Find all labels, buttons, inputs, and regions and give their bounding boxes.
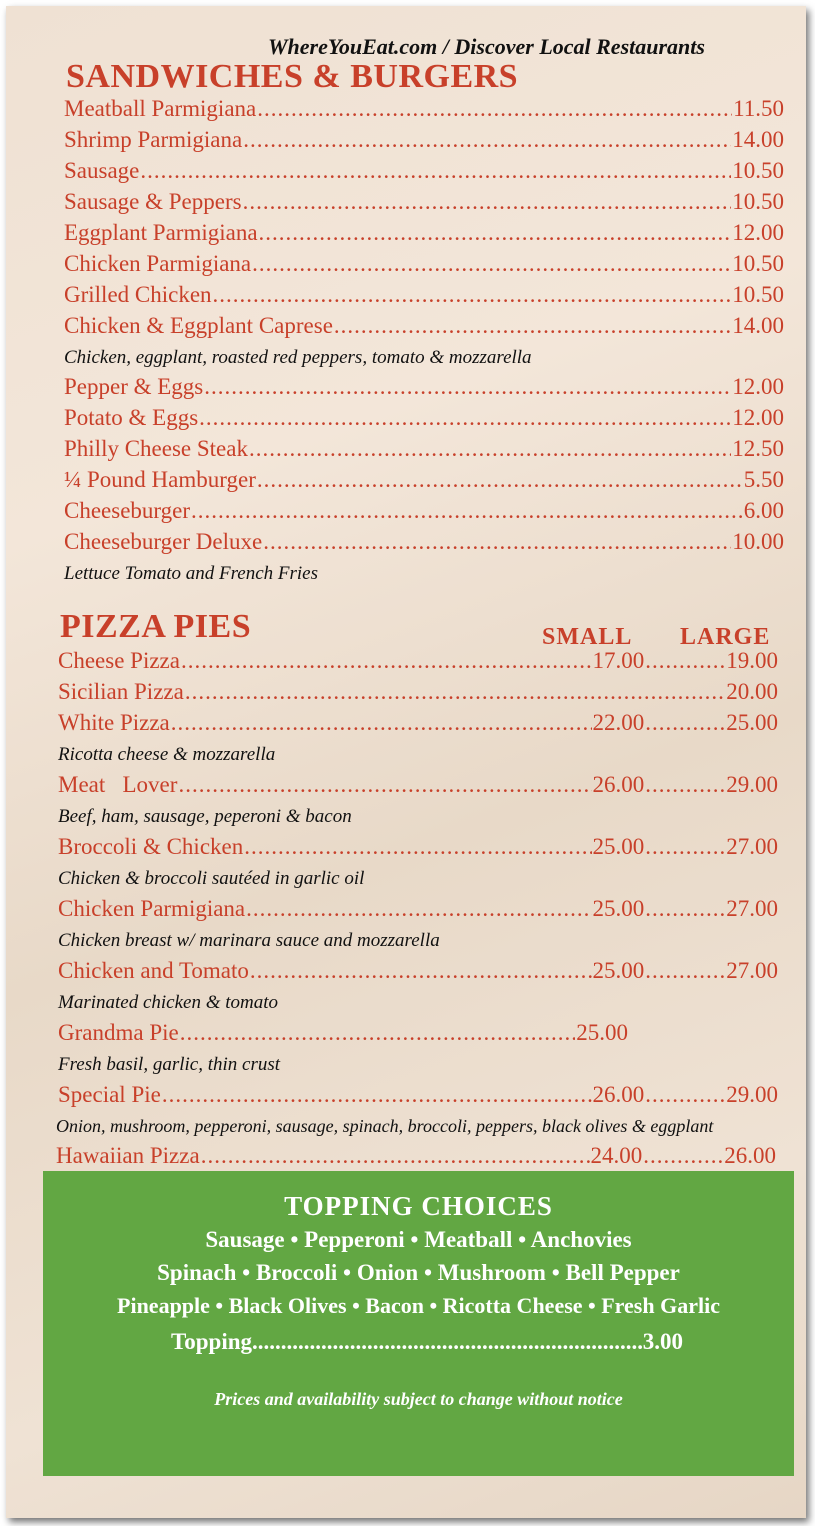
menu-item [64, 405, 784, 433]
small-price: 25.00 [592, 834, 645, 859]
item-price: 12.50 [732, 436, 784, 461]
item-name: Cheeseburger Deluxe [64, 529, 263, 554]
small-price: 17.00 [592, 648, 645, 673]
price-notice: Prices and availability subject to change without notice [214, 1389, 623, 1409]
menu-item [64, 127, 784, 155]
pizza-item [58, 834, 778, 862]
menu-item [64, 313, 784, 341]
item-name: Cheese Pizza [58, 648, 180, 673]
large-price: 29.00 [726, 1082, 778, 1107]
small-column-header: SMALL [542, 624, 633, 650]
pizza-title: PIZZA PIES [60, 608, 252, 645]
item-name: Potato & Eggs [64, 405, 199, 430]
item-name: White Pizza [58, 710, 170, 735]
menu-item [64, 189, 784, 217]
item-description: Onion, mushroom, pepperoni, sausage, spinach, broccoli, peppers, black olives & eggplant [56, 1116, 714, 1136]
small-price: 25.00 [576, 1020, 628, 1045]
small-price: 26.00 [592, 1082, 645, 1107]
toppings-line: Pineapple • Black Olives • Bacon • Ricotta Cheese • Fresh Garlic [117, 1293, 720, 1318]
item-name: Philly Cheese Steak [64, 436, 248, 461]
large-price: 20.00 [726, 679, 778, 704]
large-price: 25.00 [726, 710, 778, 735]
item-description: Ricotta cheese & mozzarella [58, 744, 276, 765]
small-price: 22.00 [592, 710, 645, 735]
small-price: 25.00 [592, 896, 645, 921]
item-description: Fresh basil, garlic, thin crust [58, 1054, 281, 1075]
pizza-item [58, 958, 778, 986]
large-column-header: LARGE [680, 624, 771, 650]
item-price: 10.00 [732, 529, 784, 554]
menu-item [64, 529, 784, 557]
item-price: 12.00 [732, 374, 784, 399]
item-name: Chicken and Tomato [58, 958, 249, 983]
pizza-item [58, 1082, 778, 1110]
item-price: 14.00 [732, 313, 784, 338]
item-name: Meat Lover [58, 772, 178, 797]
item-name: Broccoli & Chicken [58, 834, 244, 859]
item-description: Lettuce Tomato and French Fries [64, 563, 319, 584]
menu-item [64, 251, 784, 279]
topping-label: Topping [171, 1329, 252, 1354]
item-price: 14.00 [732, 127, 784, 152]
item-price: 10.50 [732, 158, 784, 183]
pizza-item [58, 648, 778, 676]
large-price: 27.00 [726, 834, 778, 859]
item-price: 12.00 [732, 220, 784, 245]
menu-item [64, 436, 784, 464]
menu-item [64, 96, 784, 124]
item-price: 5.50 [743, 467, 784, 492]
pizza-item [58, 772, 778, 800]
large-price: 27.00 [726, 896, 778, 921]
item-price: 12.00 [732, 405, 784, 430]
item-name: Grilled Chicken [64, 282, 212, 307]
item-description: Chicken breast w/ marinara sauce and mozzarella [58, 930, 440, 951]
menu-item [64, 467, 784, 495]
menu-item [64, 220, 784, 248]
item-price: 11.50 [733, 96, 784, 121]
item-price: 10.50 [732, 251, 784, 276]
item-name: Special Pie [58, 1082, 161, 1107]
item-name: Chicken Parmigiana [58, 896, 246, 921]
item-description: Marinated chicken & tomato [58, 992, 279, 1013]
menu-item [64, 498, 784, 526]
item-name: Grandma Pie [58, 1020, 179, 1045]
pizza-item [58, 679, 778, 707]
item-price: 10.50 [732, 189, 784, 214]
item-name: Pepper & Eggs [64, 374, 204, 399]
pizza-item [58, 710, 778, 738]
item-description: Chicken & broccoli sautéed in garlic oil [58, 868, 365, 889]
item-name: Eggplant Parmigiana [64, 220, 258, 245]
topping-price-row [171, 1329, 683, 1355]
menu-item [64, 374, 784, 402]
pizza-item [56, 1143, 776, 1171]
toppings-title: TOPPING CHOICES [284, 1191, 553, 1221]
item-name: Hawaiian Pizza [56, 1143, 200, 1168]
item-name: Chicken Parmigiana [64, 251, 252, 276]
pizza-item [58, 1020, 628, 1048]
item-name: Chicken & Eggplant Caprese [64, 313, 333, 338]
large-price: 19.00 [726, 648, 778, 673]
item-name: Cheeseburger [64, 498, 191, 523]
large-price: 27.00 [726, 958, 778, 983]
item-description: Beef, ham, sausage, peperoni & bacon [58, 806, 352, 827]
toppings-line: Spinach • Broccoli • Onion • Mushroom • Bell Pepper [157, 1260, 680, 1285]
large-price: 26.00 [724, 1143, 776, 1168]
item-name: ¼ Pound Hamburger [64, 467, 256, 492]
toppings-line: Sausage • Pepperoni • Meatball • Anchovies [205, 1227, 632, 1252]
small-price: 25.00 [592, 958, 645, 983]
large-price: 29.00 [726, 772, 778, 797]
menu-page [6, 6, 806, 1518]
item-name: Sausage [64, 158, 140, 183]
menu-item [64, 158, 784, 186]
pizza-item [58, 896, 778, 924]
site-watermark: WhereYouEat.com / Discover Local Restaurants [268, 34, 705, 59]
small-price: 24.00 [590, 1143, 643, 1168]
menu-item [64, 282, 784, 310]
topping-price: 3.00 [642, 1329, 683, 1354]
item-name: Shrimp Parmigiana [64, 127, 243, 152]
item-description: Chicken, eggplant, roasted red peppers, tomato & mozzarella [64, 347, 532, 368]
item-name: Sausage & Peppers [64, 189, 242, 214]
item-price: 10.50 [732, 282, 784, 307]
sandwiches-title: SANDWICHES & BURGERS [66, 58, 519, 95]
item-name: Meatball Parmigiana [64, 96, 257, 121]
item-price: 6.00 [743, 498, 784, 523]
small-price: 26.00 [592, 772, 645, 797]
item-name: Sicilian Pizza [58, 679, 184, 704]
topping-choices-panel [43, 1171, 794, 1476]
